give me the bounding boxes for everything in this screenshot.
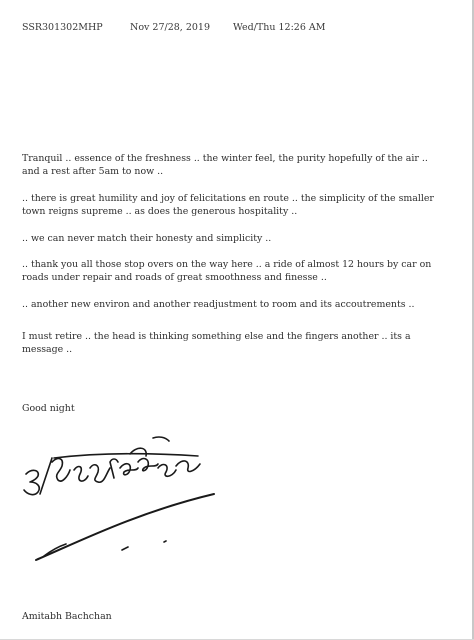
paragraph-1: Tranquil .. essence of the freshness .. the winter feel, the purity hopefully of the air .. and a rest after 5am to now ..	[22, 153, 428, 178]
paragraph-3: .. we can never match their honesty and simplicity ..	[22, 232, 272, 244]
document-date: Nov 27/28, 2019	[130, 22, 211, 33]
paragraph-5: .. another new environ and another readjustment to room and its accoutrements ..	[22, 298, 415, 310]
document-code: SSR301302MHP	[22, 22, 103, 33]
document-header	[22, 22, 454, 36]
closing-line: Good night	[22, 403, 75, 414]
document-time: Wed/Thu 12:26 AM	[233, 22, 326, 33]
paragraph-4: .. thank you all those stop overs on the way here .. a ride of almost 12 hours by car on roads under repair and roads of great smoothness and finesse ..	[22, 259, 432, 284]
paragraph-6: I must retire .. the head is thinking something else and the fingers another .. its a message ..	[22, 331, 411, 356]
letter-body	[22, 152, 442, 370]
paragraph-2: .. there is great humility and joy of felicitations en route .. the simplicity of the smaller town reigns supreme .. as does the generous hospitality ..	[22, 192, 434, 217]
author-name: Amitabh Bachchan	[22, 611, 112, 622]
signature-icon	[18, 432, 248, 592]
